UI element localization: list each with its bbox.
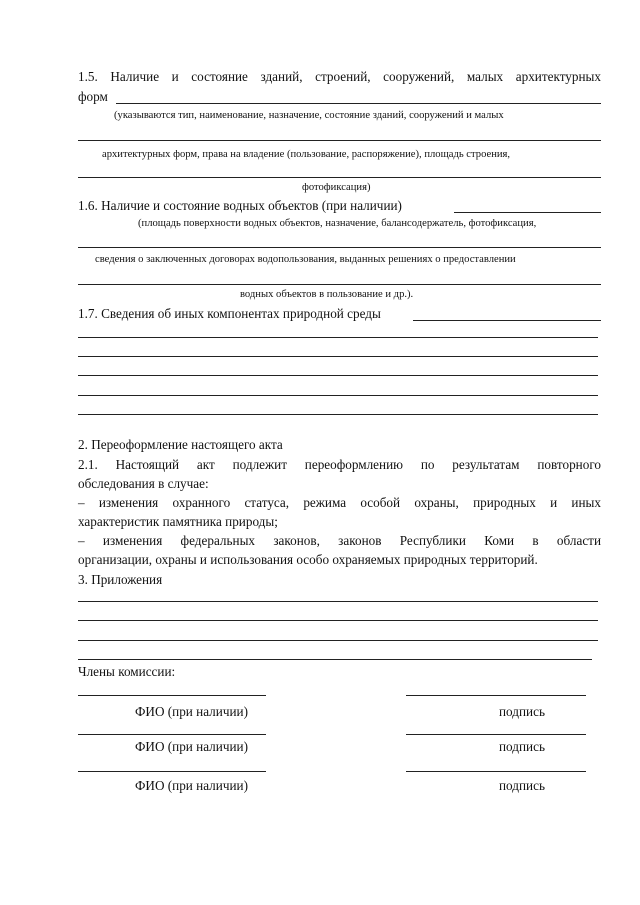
fill-line bbox=[454, 212, 601, 213]
section-1-6-hint: (площадь поверхности водных объектов, назначение, балансодержатель, фотофиксация, bbox=[138, 218, 537, 229]
name-line bbox=[78, 695, 266, 696]
section-3-heading: 3. Приложения bbox=[78, 572, 163, 587]
fill-line bbox=[116, 103, 601, 104]
signature-label: подпись bbox=[499, 739, 545, 754]
section-1-5-heading: 1.5. Наличие и состояние зданий, строений, сооружений, малых архитектурных bbox=[78, 69, 601, 84]
signature-line bbox=[406, 695, 586, 696]
section-2-1-text-cont: обследования в случае: bbox=[78, 476, 209, 491]
section-1-6-heading: 1.6. Наличие и состояние водных объектов (при наличии) bbox=[78, 198, 402, 213]
fill-line bbox=[78, 395, 598, 396]
section-2-bullet-1-cont: характеристик памятника природы; bbox=[78, 514, 278, 529]
fill-line bbox=[78, 601, 598, 602]
fill-line bbox=[78, 414, 598, 415]
fill-line bbox=[78, 337, 598, 338]
section-1-5-hint: архитектурных форм, права на владение (пользование, распоряжение), площадь строения, bbox=[102, 149, 511, 160]
section-2-bullet-2: – изменения федеральных законов, законов Республики Коми в области bbox=[78, 533, 601, 548]
name-line bbox=[78, 771, 266, 772]
section-1-7-heading: 1.7. Сведения об иных компонентах природной среды bbox=[78, 306, 381, 321]
fill-line bbox=[78, 659, 592, 660]
fill-line bbox=[78, 640, 598, 641]
name-label: ФИО (при наличии) bbox=[135, 739, 248, 754]
section-1-6-hint: сведения о заключенных договорах водопользования, выданных решениях о предоставлении bbox=[95, 254, 516, 265]
section-1-6-hint: водных объектов в пользование и др.). bbox=[240, 289, 414, 300]
name-line bbox=[78, 734, 266, 735]
name-label: ФИО (при наличии) bbox=[135, 778, 248, 793]
section-2-bullet-1: – изменения охранного статуса, режима особой охраны, природных и иных bbox=[78, 495, 601, 510]
fill-line bbox=[78, 375, 598, 376]
section-1-5-hint: фотофиксация) bbox=[302, 182, 371, 193]
signature-label: подпись bbox=[499, 704, 545, 719]
signature-line bbox=[406, 771, 586, 772]
fill-line bbox=[413, 320, 601, 321]
section-2-bullet-2-cont: организации, охраны и использования особо охраняемых природных территорий. bbox=[78, 552, 538, 567]
section-1-5-hint: (указываются тип, наименование, назначение, состояние зданий, сооружений и малых bbox=[114, 110, 504, 121]
fill-line bbox=[78, 177, 601, 178]
section-2-heading: 2. Переоформление настоящего акта bbox=[78, 437, 283, 452]
signature-label: подпись bbox=[499, 778, 545, 793]
signature-line bbox=[406, 734, 586, 735]
commission-heading: Члены комиссии: bbox=[78, 664, 176, 679]
fill-line bbox=[78, 140, 601, 141]
fill-line bbox=[78, 620, 598, 621]
section-1-5-heading-cont: форм bbox=[78, 89, 108, 104]
section-2-1-text: 2.1. Настоящий акт подлежит переоформлению по результатам повторного bbox=[78, 457, 601, 472]
fill-line bbox=[78, 284, 601, 285]
fill-line bbox=[78, 356, 598, 357]
fill-line bbox=[78, 247, 601, 248]
name-label: ФИО (при наличии) bbox=[135, 704, 248, 719]
